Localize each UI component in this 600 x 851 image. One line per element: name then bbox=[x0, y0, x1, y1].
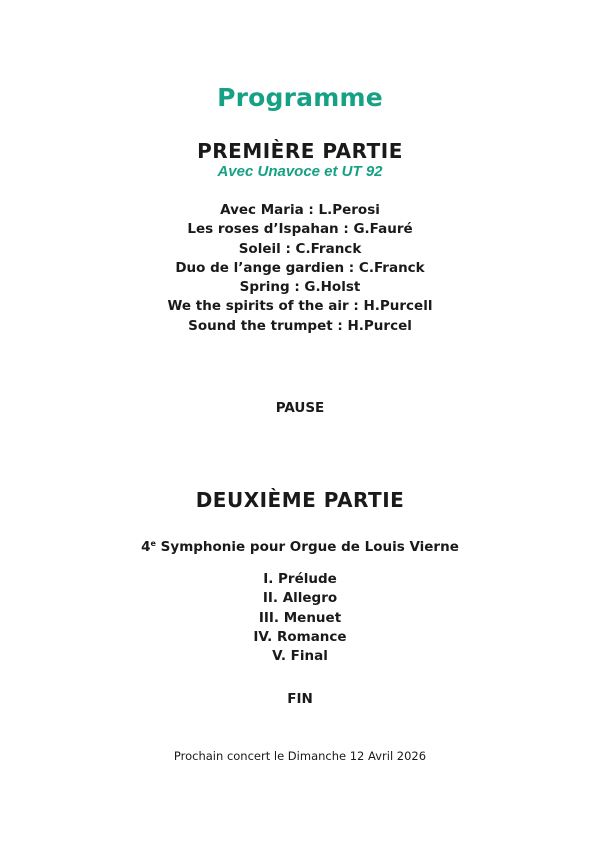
symphony-number: 4 bbox=[141, 539, 151, 555]
symphony-name: Symphonie pour Orgue de Louis Vierne bbox=[155, 539, 459, 555]
part-one-program-list bbox=[0, 201, 600, 336]
part-one-heading: PREMIÈRE PARTIE bbox=[197, 139, 403, 163]
part-two-heading: DEUXIÈME PARTIE bbox=[195, 488, 405, 512]
part-one-subtitle: Avec Unavoce et UT 92 bbox=[217, 163, 383, 180]
program-item: Les roses d’Ispahan : G.Fauré bbox=[187, 221, 413, 238]
movement-item: II. Allegro bbox=[262, 590, 338, 607]
program-item: Sound the trumpet : H.Purcel bbox=[188, 317, 412, 334]
program-item: Duo de l’ange gardien : C.Franck bbox=[175, 259, 425, 276]
pause-label: PAUSE bbox=[275, 400, 325, 416]
page-title: Programme bbox=[217, 83, 383, 112]
movement-item: III. Menuet bbox=[258, 609, 342, 626]
program-item: Avec Maria : L.Perosi bbox=[220, 202, 380, 218]
program-item: We the spirits of the air : H.Purcell bbox=[167, 298, 433, 315]
part-two-movement-list bbox=[0, 570, 600, 666]
program-item: Soleil : C.Franck bbox=[238, 240, 362, 257]
symphony-ordinal-suffix: e bbox=[150, 539, 156, 548]
movement-item: V. Final bbox=[272, 648, 328, 665]
end-label: FIN bbox=[287, 691, 313, 707]
next-concert-note: Prochain concert le Dimanche 12 Avril 2026 bbox=[173, 749, 427, 763]
program-item: Spring : G.Holst bbox=[239, 279, 361, 296]
movement-item: I. Prélude bbox=[263, 571, 337, 587]
symphony-title bbox=[0, 534, 600, 557]
movement-item: IV. Romance bbox=[253, 628, 347, 645]
